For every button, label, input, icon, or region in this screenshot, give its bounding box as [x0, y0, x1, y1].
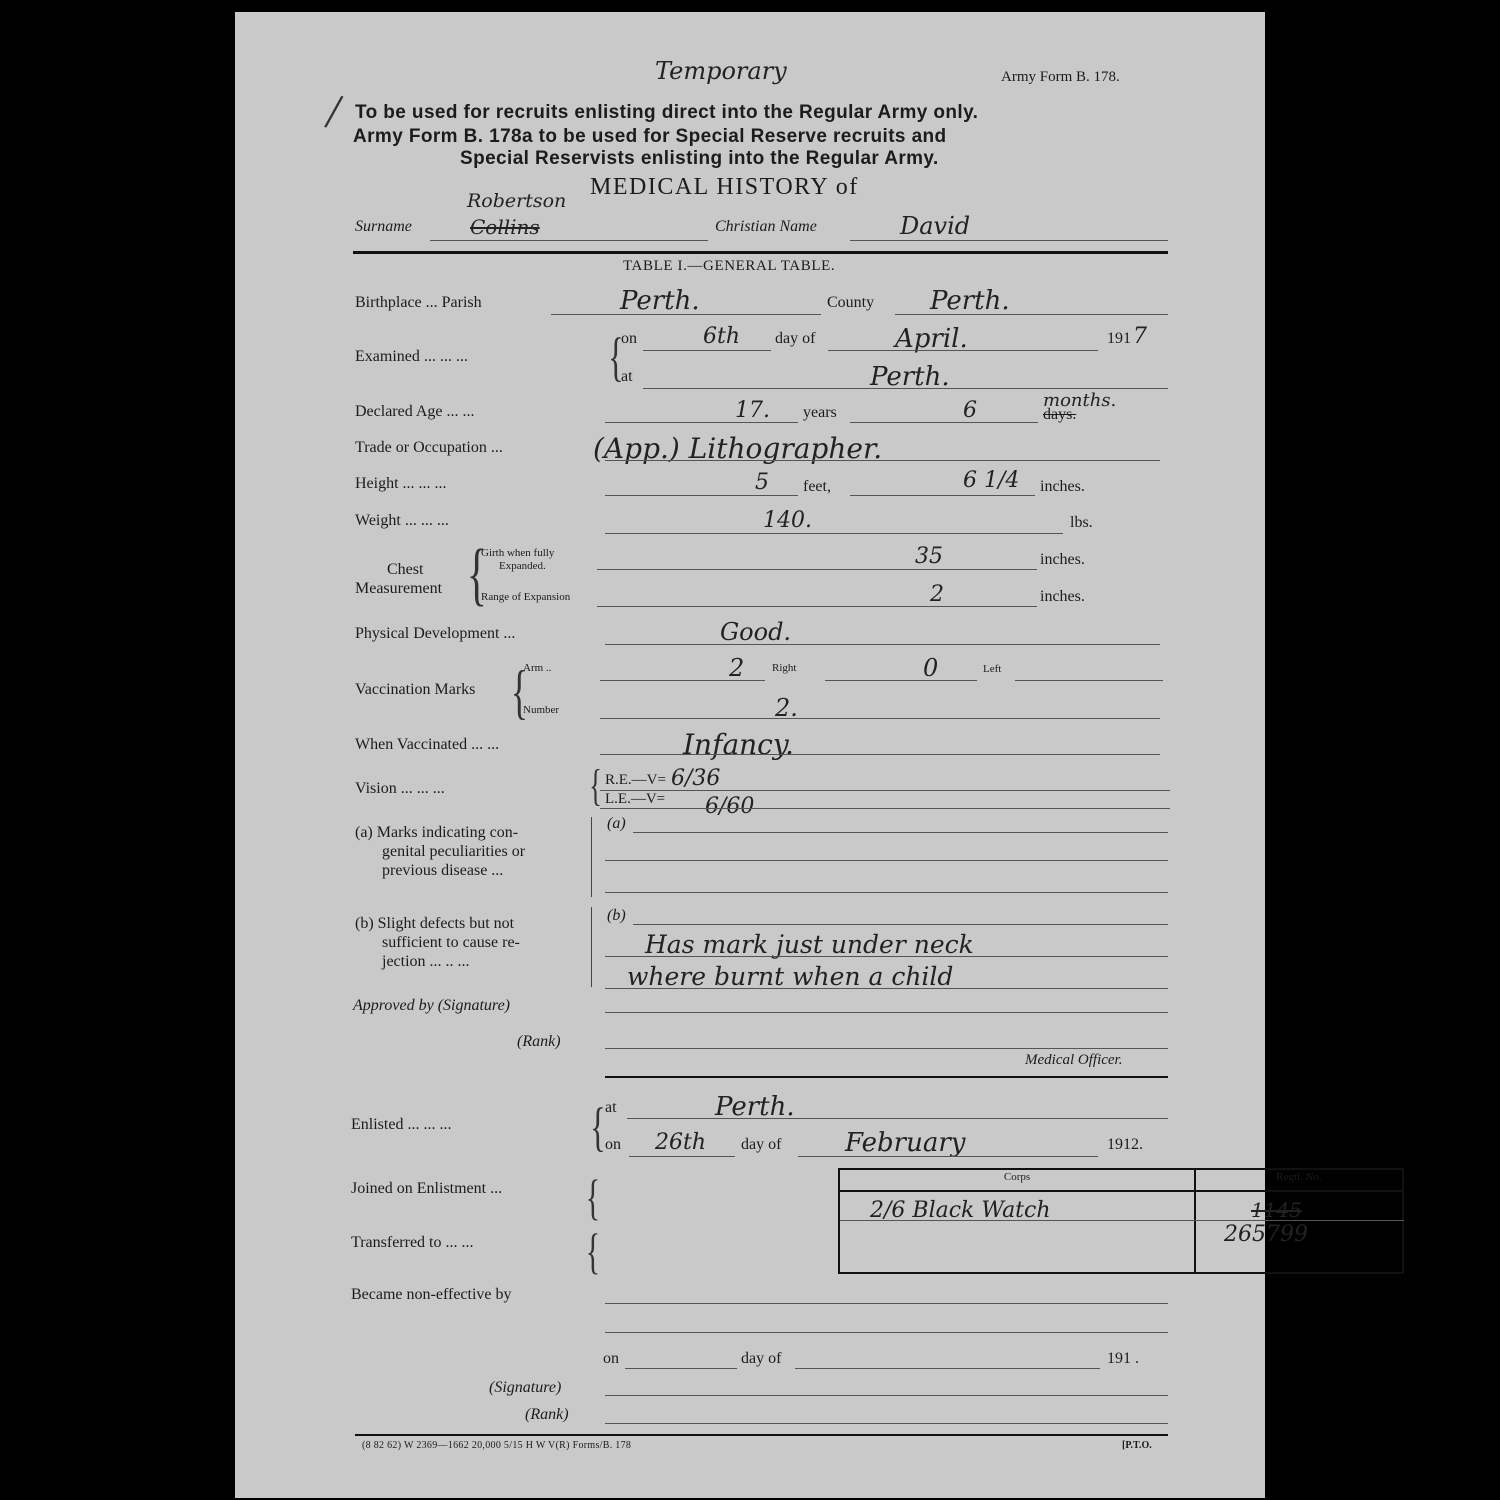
approved-by-label: Approved by (Signature) — [353, 997, 510, 1014]
birthplace-label: Birthplace ... Parish — [355, 294, 482, 311]
approval-rank-label: (Rank) — [517, 1033, 561, 1050]
days-label-struck: days. — [1043, 406, 1077, 423]
form-title: MEDICAL HISTORY of — [590, 174, 859, 200]
months-label: months. — [1043, 390, 1117, 411]
non-effective-on-label: on — [603, 1350, 619, 1367]
instruction-line-3: Special Reservists enlisting into the Regular Army. — [460, 148, 939, 169]
temporary-annotation: Temporary — [655, 57, 787, 85]
birthplace-county: Perth. — [930, 286, 1010, 316]
height-inches: 6 1/4 — [963, 468, 1020, 493]
corps-value: 2/6 Black Watch — [870, 1198, 1051, 1223]
examined-at-value: Perth. — [870, 362, 950, 392]
left-label: Left — [983, 663, 1002, 675]
tick-mark: / — [322, 82, 346, 140]
instruction-line-1: To be used for recruits enlisting direct into the Regular Army only. — [355, 102, 979, 123]
table-title: TABLE I.—GENERAL TABLE. — [623, 258, 836, 274]
right-label: Right — [772, 662, 797, 674]
trade-label: Trade or Occupation ... — [355, 439, 503, 456]
years-label: years — [803, 404, 837, 421]
when-vaccinated-value: Infancy. — [683, 728, 794, 761]
marks-a-tag: (a) — [607, 815, 626, 832]
corps-header: Corps — [839, 1169, 1195, 1191]
girth-label-1: Girth when fully — [481, 547, 555, 559]
examined-at-label: at — [621, 368, 633, 385]
non-effective-day-of-label: day of — [741, 1350, 782, 1367]
enlisted-year: 1912. — [1107, 1136, 1143, 1153]
medical-officer-label: Medical Officer. — [1025, 1052, 1123, 1068]
joined-on-enlistment-label: Joined on Enlistment ... — [351, 1180, 503, 1197]
chest-label-1: Chest — [387, 561, 424, 578]
arm-label: Arm .. — [523, 662, 552, 674]
vaccination-number-value: 2. — [775, 694, 798, 722]
examined-day-of-label: day of — [775, 330, 816, 347]
re-value: 6/36 — [671, 766, 721, 791]
trade-value: (App.) Lithographer. — [593, 432, 883, 465]
weight-value: 140. — [763, 508, 812, 533]
christian-name-label: Christian Name — [715, 218, 817, 235]
surname-label: Surname — [355, 218, 412, 235]
when-vaccinated-label: When Vaccinated ... ... — [355, 736, 500, 753]
regtl-header: Regtl. No. — [1195, 1169, 1403, 1191]
marks-b-label-1: (b) Slight defects but not — [355, 915, 515, 932]
non-effective-label: Became non-effective by — [351, 1286, 512, 1303]
marks-b-label-2: sufficient to cause re- — [382, 934, 520, 951]
physical-development-label: Physical Development ... — [355, 625, 516, 642]
height-feet: 5 — [755, 470, 769, 495]
re-label: R.E.—V= — [605, 772, 666, 788]
vaccination-right-value: 2 — [729, 654, 745, 682]
marks-b-value-1: Has mark just under neck — [645, 930, 974, 959]
birthplace-parish: Perth. — [620, 286, 700, 316]
pto-label: [P.T.O. — [1122, 1440, 1152, 1451]
surname-value: Robertson — [467, 190, 567, 212]
age-months: 6 — [963, 398, 977, 423]
marks-a-label-1: (a) Marks indicating con- — [355, 824, 519, 841]
regtl-number-struck: 1145 — [1251, 1198, 1302, 1222]
le-value: 6/60 — [705, 794, 755, 819]
examined-label: Examined ... ... ... — [355, 348, 468, 365]
marks-a-label-3: previous disease ... — [382, 862, 504, 879]
enlisted-at-label: at — [605, 1099, 617, 1116]
non-effective-year-prefix: 191 . — [1107, 1350, 1139, 1367]
examined-day: 6th — [703, 324, 741, 349]
physical-development-value: Good. — [720, 618, 792, 646]
marks-a-label-2: genital peculiarities or — [382, 843, 526, 860]
transferred-to-label: Transferred to ... ... — [351, 1234, 474, 1251]
examined-year-prefix: 191 — [1107, 330, 1131, 347]
le-label: L.E.—V= — [605, 791, 666, 807]
form-paper: Temporary Army Form B. 178. / To be used for recruits enlisting direct into the Regular Army only. Army Form B. 178a to be used for Special Reserve recruits and Special Reservists enlisting into the Regular Army. MEDICAL HISTORY of Robertson Surname Collins Christian Name David TABLE I.—GENERAL TABLE. Birthplace ... Parish Perth. County Perth. Examined ... ... ... { on 6th day of April. 191 7 at Perth. Declared Age ... ... 17. years 6 months. days. Trade or Occupation ... (App.) Lithographer. Height ... ... ... 5 feet, 6 1/4 inches. Weight ... ... ... 140. lbs. Chest Measurement { Girth when fully Expanded. 35 inches. Range of Expansion 2 inches. Physical Development ... Good. Arm .. 2 Right 0 Left Vaccination Marks { Number 2. When Vaccinated ... ... Infancy. Vision ... ... ... { R.E.—V= 6/36 L.E.—V= 6/60 (a) Marks indicating con- genital peculiarities or previous disease ... (a) (b) Slight defects but not sufficient to cause re- jection ... .. ... (b) Has mark just under neck where burnt when a child Approved by (Signature) (Rank) Medical Officer. Enlisted ... ... ... { at Perth. on 26th day of February 1912. Joined on Enlistment ... Transferred to ... ... { { — [235, 12, 1265, 1498]
christian-name-value: David — [900, 212, 971, 240]
marks-b-tag: (b) — [607, 907, 626, 924]
vaccination-marks-label: Vaccination Marks — [355, 681, 476, 698]
instruction-line-2: Army Form B. 178a to be used for Special Reserve recruits and — [353, 126, 947, 147]
weight-label: Weight ... ... ... — [355, 512, 449, 529]
vision-label: Vision ... ... ... — [355, 780, 445, 797]
range-value: 2 — [930, 582, 944, 607]
girth-label-2: Expanded. — [499, 560, 546, 572]
girth-value: 35 — [915, 544, 943, 569]
chest-label-2: Measurement — [355, 580, 443, 597]
vaccination-left-value: 0 — [923, 654, 939, 682]
non-effective-rank-label: (Rank) — [525, 1406, 569, 1423]
enlisted-at-value: Perth. — [715, 1092, 795, 1122]
age-years: 17. — [735, 398, 770, 423]
non-effective-signature-label: (Signature) — [489, 1379, 562, 1396]
inches-label: inches. — [1040, 478, 1085, 495]
feet-label: feet, — [803, 478, 831, 495]
surname-struck: Collins — [470, 215, 540, 239]
marks-b-value-2: where burnt when a child — [627, 962, 954, 991]
weight-unit: lbs. — [1070, 514, 1093, 531]
enlisted-on-label: on — [605, 1136, 621, 1153]
girth-unit: inches. — [1040, 551, 1085, 568]
enlisted-label: Enlisted ... ... ... — [351, 1116, 452, 1133]
corps-table — [838, 1168, 1404, 1274]
height-label: Height ... ... ... — [355, 475, 447, 492]
examined-year-suffix: 7 — [1133, 324, 1147, 349]
enlisted-month: February — [845, 1128, 966, 1158]
range-label: Range of Expansion — [481, 591, 571, 603]
form-imprint: (8 82 62) W 2369—1662 20,000 5/15 H W V(R) Forms/B. 178 — [362, 1440, 632, 1451]
declared-age-label: Declared Age ... ... — [355, 403, 475, 420]
enlisted-day: 26th — [655, 1130, 707, 1155]
form-number: Army Form B. 178. — [1001, 69, 1120, 85]
range-unit: inches. — [1040, 588, 1085, 605]
marks-b-label-3: jection ... .. ... — [382, 953, 470, 970]
number-label: Number — [523, 704, 560, 716]
enlisted-day-of-label: day of — [741, 1136, 782, 1153]
examined-on-label: on — [621, 330, 637, 347]
examined-month: April. — [895, 324, 968, 354]
county-label: County — [827, 294, 875, 311]
regtl-number-value: 265799 — [1224, 1222, 1308, 1247]
